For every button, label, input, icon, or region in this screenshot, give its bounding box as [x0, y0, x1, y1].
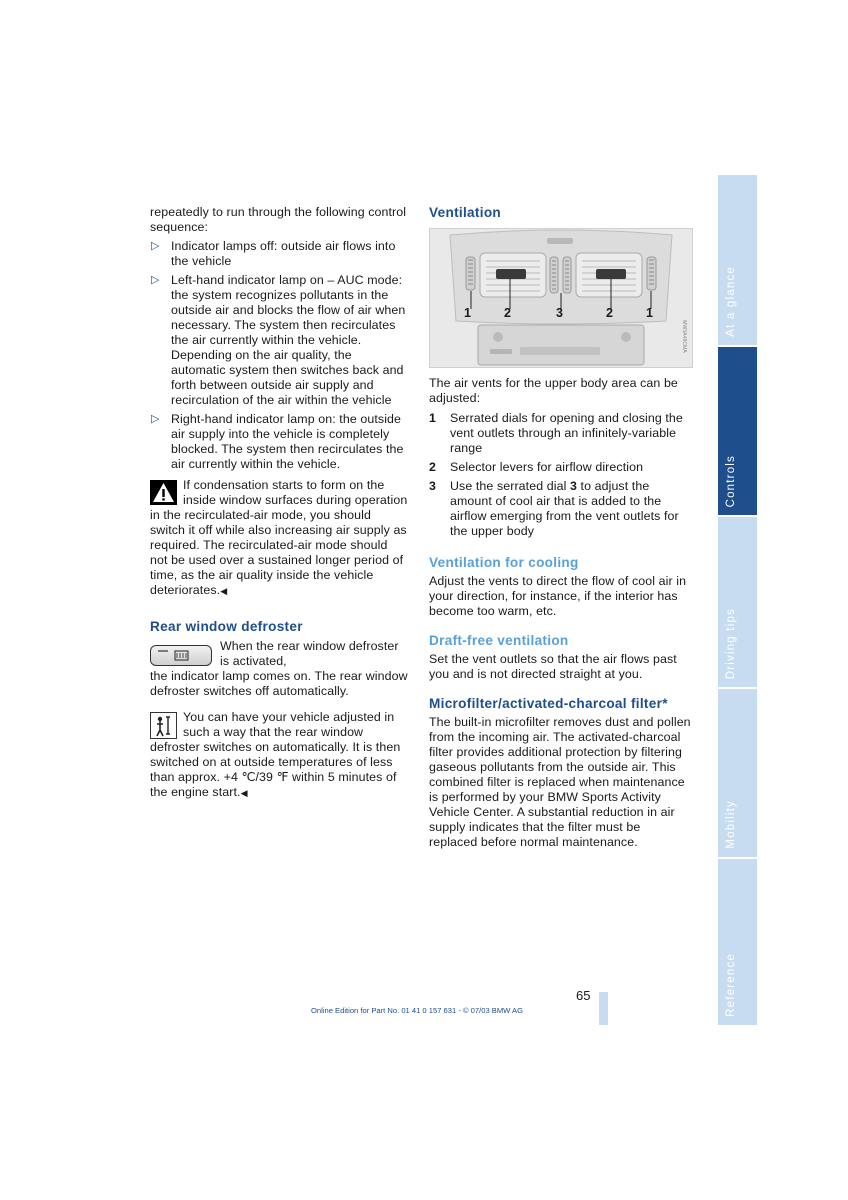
tab-reference[interactable] [718, 859, 757, 1025]
rear-defroster-text-rest: the indicator lamp comes on. The rear window defroster switches off automatically. [150, 669, 408, 698]
list-item [150, 273, 408, 408]
page-number: 65 [576, 988, 591, 1003]
tab-label: Controls [725, 454, 737, 507]
callout-label-2: 2 [504, 306, 512, 320]
footer-text: Online Edition for Part No. 01 41 0 157 631 - © 07/03 BMW AG [311, 1006, 524, 1015]
right-column [429, 205, 691, 850]
list-item-text: Serrated dials for opening and closing the vent outlets through an infinitely-variable range [450, 411, 683, 455]
rear-defroster-text-top: When the rear window defroster is activated, [220, 639, 399, 668]
draft-free-text: Set the vent outlets so that the air flows past you and is not directed straight at you. [429, 652, 677, 681]
tab-label: Driving tips [725, 607, 737, 679]
list-item-text: to adjust the amount of cool air that is added to the airflow emerging from the vent outlets for the upper body [450, 479, 679, 538]
list-item-text: Left-hand indicator lamp on – AUC mode: the system recognizes pollutants in the outside air and blocks the flow of air when necessary. The system then recirculates the air currently within the vehicle. [171, 273, 406, 347]
list-item-bold: 3 [569, 479, 577, 493]
rear-defroster-text [150, 639, 408, 699]
tab-driving-tips[interactable] [718, 517, 757, 687]
ventilation-intro: The air vents for the upper body area can be adjusted: [429, 376, 678, 405]
callout-label-1: 1 [646, 306, 654, 320]
tab-label: Reference [725, 953, 737, 1017]
warning-icon [150, 480, 177, 505]
triangle-bullet-icon: ▷ [151, 274, 160, 286]
service-tool-icon [150, 712, 177, 739]
triangle-bullet-icon: ▷ [151, 413, 160, 425]
left-column [150, 205, 408, 801]
section-heading-cooling: Ventilation for cooling [429, 555, 579, 570]
end-mark-icon: ◀ [240, 788, 248, 798]
service-note [150, 710, 408, 801]
list-item-continuation: Depending on the air quality, the automatic system then switches back and forth between outside air supply and recirculation of the air within the vehicle [171, 348, 404, 407]
dashboard-vents-illustration [430, 229, 692, 367]
warning-note [150, 478, 408, 599]
section-heading-draft-free: Draft-free ventilation [429, 633, 569, 648]
callout-label-1: 1 [464, 306, 472, 320]
list-item [429, 411, 691, 456]
page-number-bar [599, 992, 608, 1025]
microfilter-text: The built-in microfilter removes dust and pollen from the incoming air. The activated-charcoal filter provides additional protection by filtering gaseous pollutants from the outside air. This combined filter is replaced when maintenance is performed by your BMW Sports Activity Vehicle Center. A substantial reduction in air supply indicates that the filter must be replaced before normal maintenance. [429, 715, 691, 849]
section-heading-ventilation: Ventilation [429, 205, 502, 220]
intro-text: repeatedly to run through the following control sequence: [150, 205, 407, 234]
list-item-text: Use the serrated dial [450, 479, 570, 493]
list-item-text: Indicator lamps off: outside air flows into the vehicle [171, 239, 396, 268]
tab-label: Mobility [725, 800, 737, 849]
triangle-bullet-icon: ▷ [151, 240, 160, 252]
list-item-text: Right-hand indicator lamp on: the outside air supply into the vehicle is completely blocked. The system then recirculates the air currently within the vehicle. [171, 412, 404, 471]
service-note-text: You can have your vehicle adjusted in such a way that the rear window defroster switches on automatically. It is then switched on at outside temperatures of less than approx. +4 ℃/39 ℉ within 5 minutes of the engine start. [150, 710, 401, 799]
item-number: 2 [429, 460, 436, 474]
tab-controls[interactable] [718, 347, 757, 515]
section-heading-rear-defroster: Rear window defroster [150, 619, 303, 634]
rear-defroster-button-icon [150, 645, 212, 666]
list-item [429, 479, 691, 539]
warning-note-text: If condensation starts to form on the inside window surfaces during operation in the recirculated-air mode, you should switch it off while also increasing air supply as required. The recirculated-air mode should not be used over a sustained longer period of time, as the air quality inside the vehicle deteriorates. [150, 478, 408, 597]
end-mark-icon: ◀ [220, 586, 228, 596]
callout-label-3: 3 [556, 306, 564, 320]
tab-at-a-glance[interactable] [718, 175, 757, 345]
tab-mobility[interactable] [718, 689, 757, 857]
list-item-text: Selector levers for airflow direction [450, 460, 644, 474]
ventilation-figure [429, 228, 693, 368]
list-item [429, 460, 691, 475]
figure-callout-labels [430, 306, 692, 322]
figure-code: MW3A48CMA [681, 320, 688, 353]
list-item [150, 239, 408, 269]
list-item [150, 412, 408, 472]
callout-label-2: 2 [606, 306, 614, 320]
tab-label: At a glance [725, 266, 737, 337]
section-heading-microfilter: Microfilter/activated-charcoal filter* [429, 696, 668, 711]
item-number: 3 [429, 479, 436, 493]
cooling-text: Adjust the vents to direct the flow of cool air in your direction, for instance, if the interior has become too warm, etc. [429, 574, 687, 618]
item-number: 1 [429, 411, 436, 425]
